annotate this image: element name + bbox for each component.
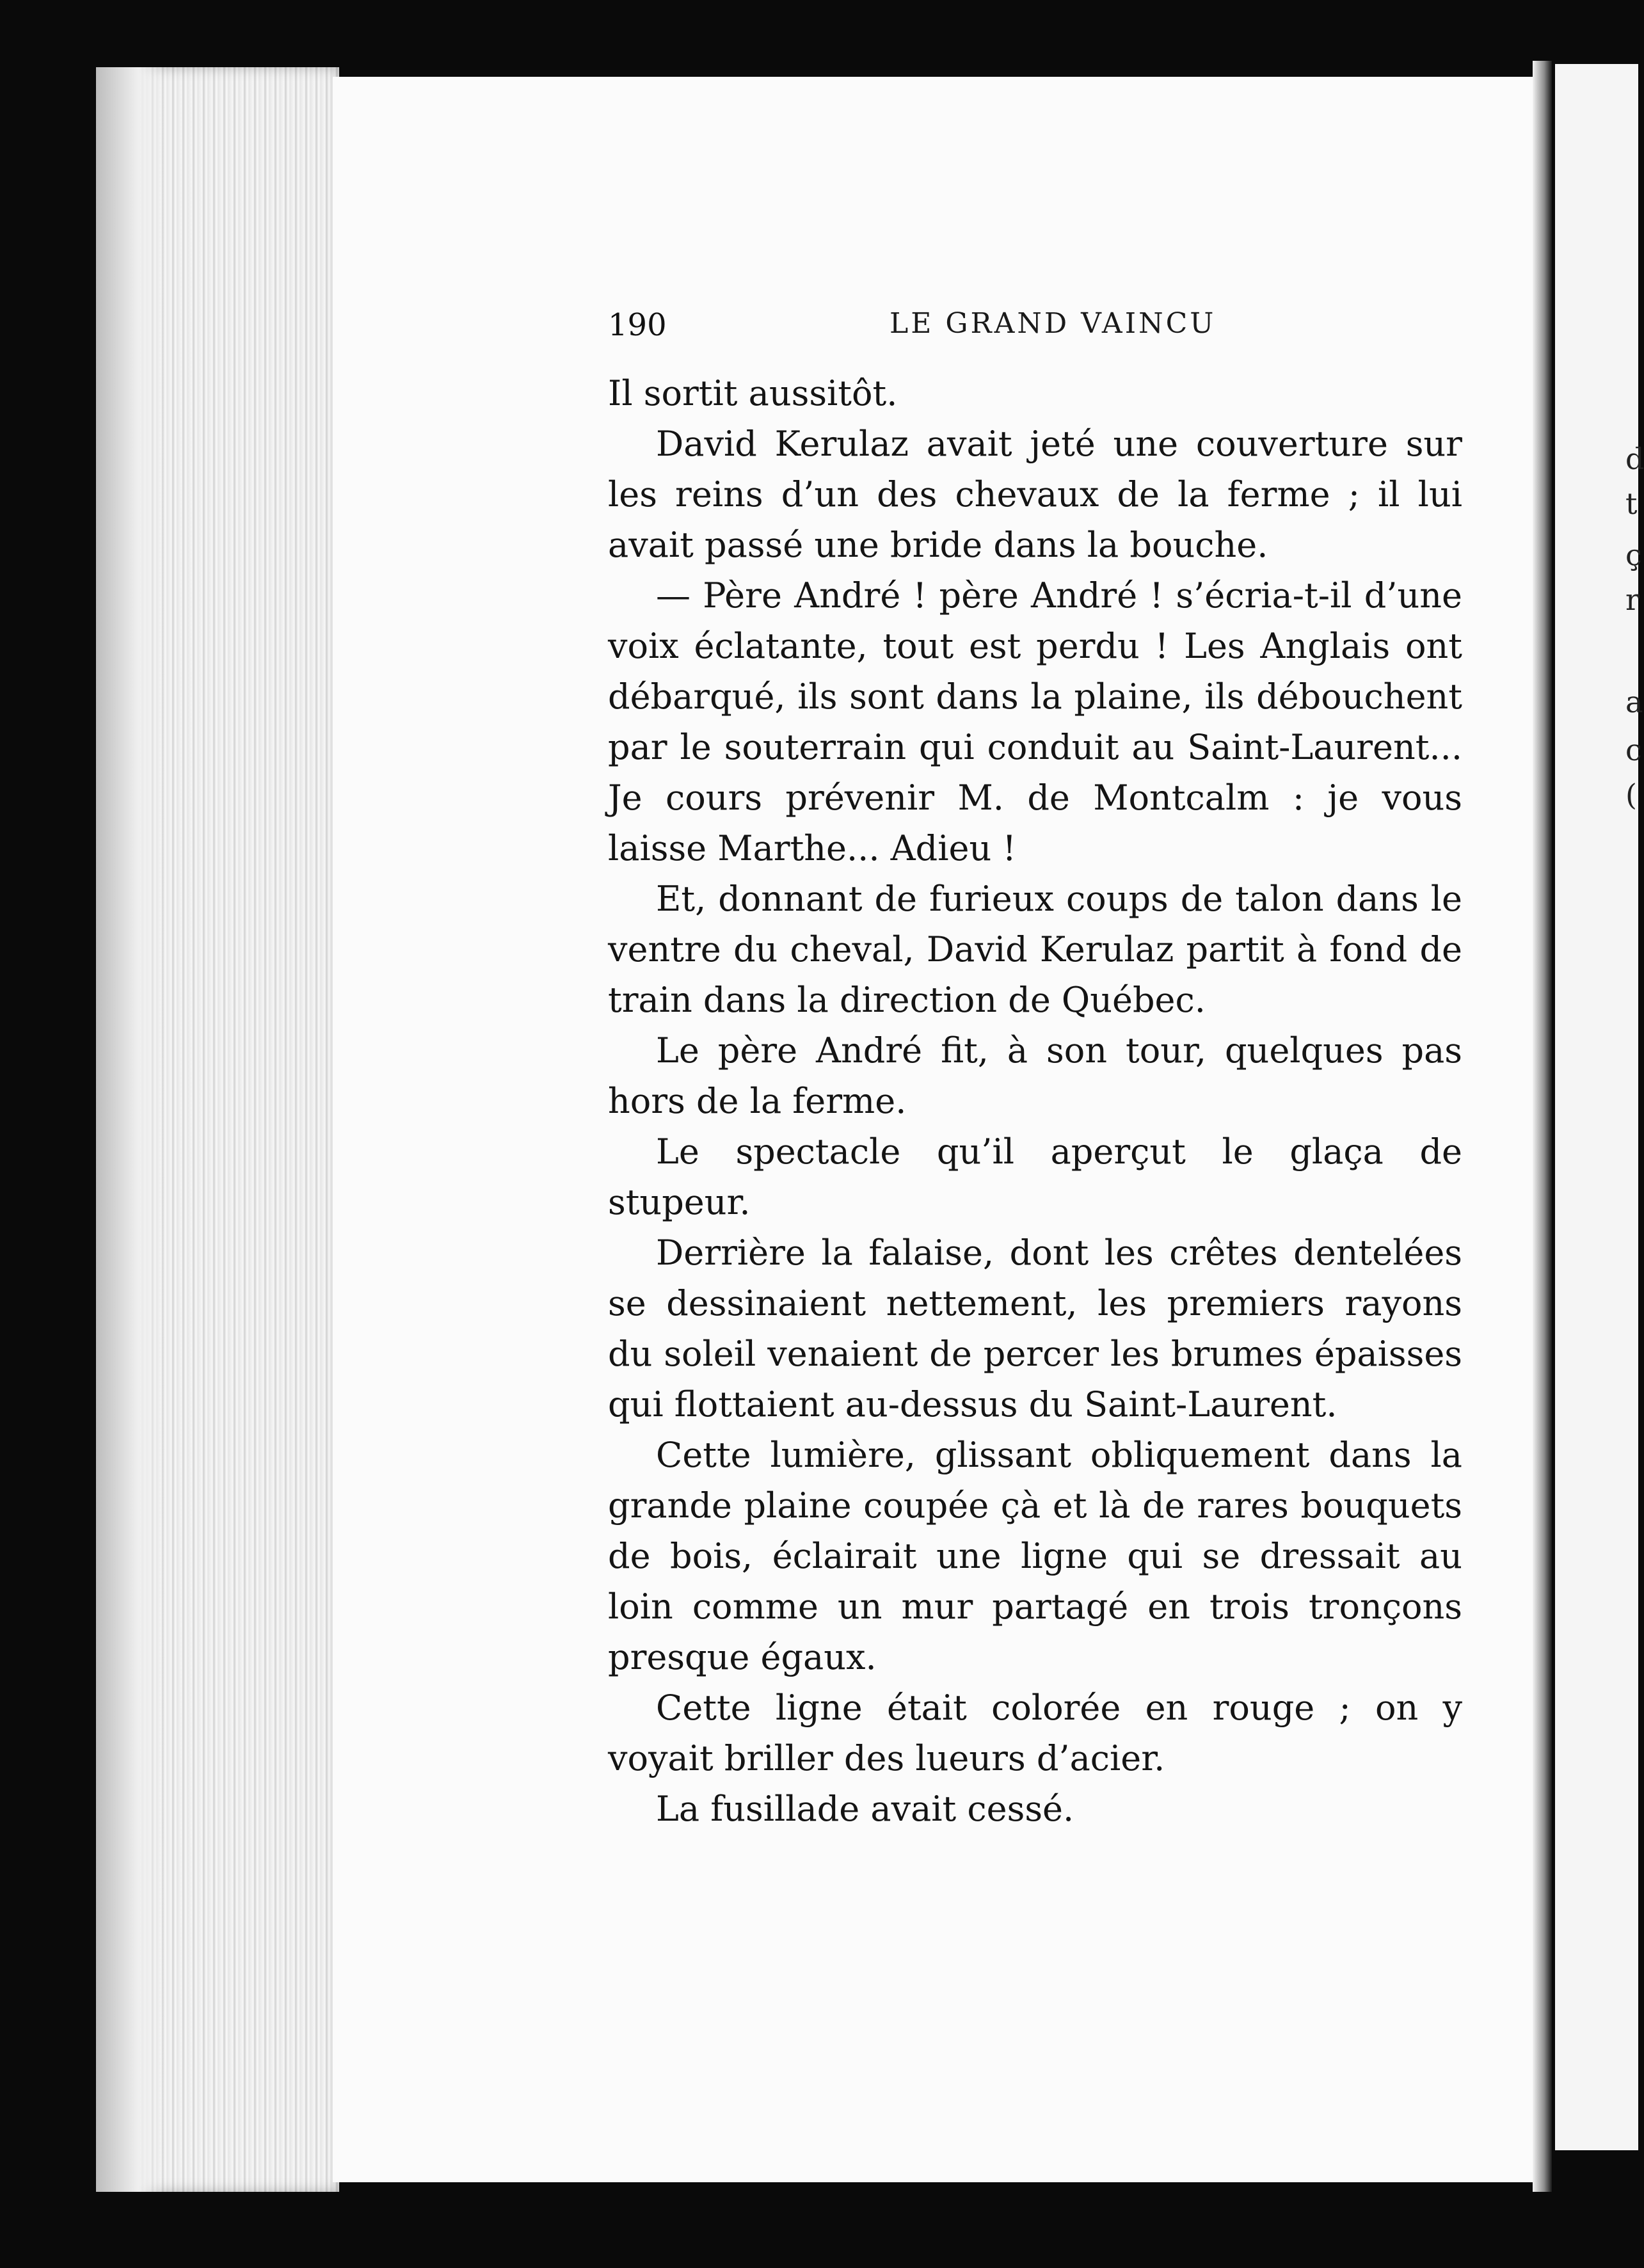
facing-page-fragment: r — [1625, 582, 1640, 617]
facing-page-fragment: c — [1625, 733, 1642, 767]
running-title: LE GRAND VAINCU — [890, 307, 1217, 340]
paragraph: Cette lumière, glissant obliquement dans la grande plaine coupée çà et là de rares bouquets de bois, éclairait une ligne qui se dressait au loin comme un mur partagé en trois tronçons presque égaux. — [608, 1435, 1462, 1677]
paragraph: Le père André fit, à son tour, quelques pas hors de la ferme. — [608, 1030, 1462, 1121]
body-text — [608, 368, 1462, 1834]
paragraph: Et, donnant de furieux coups de talon dans le ventre du cheval, David Kerulaz partit à fond de train dans la direction de Québec. — [608, 879, 1462, 1020]
page-edges-shadow — [96, 67, 166, 2192]
paragraph: Il sortit aussitôt. — [608, 373, 898, 413]
page-number: 190 — [608, 307, 667, 343]
paragraph: La fusillade avait cessé. — [656, 1789, 1074, 1829]
paragraph: Cette ligne était colorée en rouge ; on y voyait briller des lueurs d’acier. — [608, 1688, 1462, 1778]
facing-page-fragment: ç — [1625, 538, 1642, 572]
book-gutter — [1533, 61, 1552, 2192]
paragraph: — Père André ! père André ! s’écria-t-il d’une voix éclatante, tout est perdu ! Les Anglais ont débarqué, ils sont dans la plaine, ils débouchent par le souterrain qui conduit au Saint-Laurent... Je cours prévenir M. de Montcalm : je vous laisse Marthe... Adieu ! — [608, 575, 1462, 868]
facing-page-fragment: d — [1625, 442, 1644, 476]
paragraph: David Kerulaz avait jeté une couverture sur les reins d’un des chevaux de la ferme ; il lui avait passé une bride dans la bouche. — [608, 424, 1462, 565]
paragraph: Le spectacle qu’il aperçut le glaça de stupeur. — [608, 1131, 1462, 1222]
facing-page-fragment: ( — [1625, 778, 1637, 812]
facing-page-fragment: t — [1625, 486, 1638, 521]
paragraph: Derrière la falaise, dont les crêtes dentelées se dessinaient nettement, les premiers rayons du soleil venaient de percer les brumes épaisses qui flottaient au-dessus du Saint-Laurent. — [608, 1233, 1462, 1425]
facing-page — [1555, 64, 1638, 2150]
facing-page-fragment: a — [1625, 685, 1643, 719]
